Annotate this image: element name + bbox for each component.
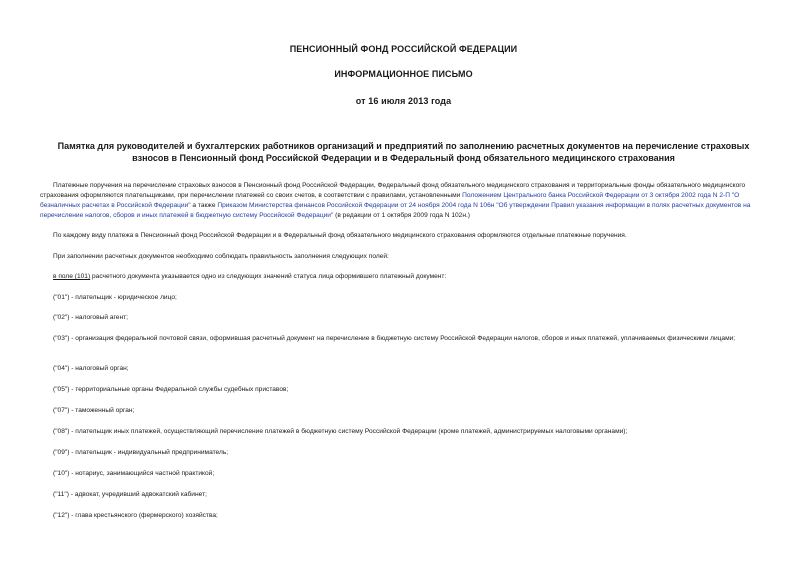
status-item: ("11") - адвокат, учредивший адвокатский кабинет; xyxy=(53,491,207,498)
org-heading: ПЕНСИОННЫЙ ФОНД РОССИЙСКОЙ ФЕДЕРАЦИИ xyxy=(289,44,518,54)
intro-text-1: Платежные поручения на перечисление страховых взносов в Пенсионный фонд Российской Федерации, Федеральный фонд обязательного медицинского страхования и территориальные фонды обязательного медицинского страхования оформляются плательщиками, при перечислении платежей со своих счетов, в соответствии с правилами, установленными xyxy=(40,182,746,199)
link-cb-regulation[interactable]: Положением Центрального банка Российской Федерации от 3 октября 2002 года N 2-П "О безналичных расчетах в Российской Федерации" xyxy=(40,192,740,209)
document-title: Памятка для руководителей и бухгалтерских работников организаций и предприятий по заполнению расчетных документов на перечисление страховых взносов в Пенсионный фонд Российской Федерации и в Федеральный фонд обязательного медицинского страхования xyxy=(57,141,750,163)
link-field-101[interactable]: в поле (101) xyxy=(53,273,91,280)
intro-text-2: а также xyxy=(190,202,218,209)
field-101-text: расчетного документа указывается одно из следующих значений статуса лица оформившего платежный документ: xyxy=(90,273,447,280)
status-item: ("08") - плательщик иных платежей, осуществляющий перечисление платежей в бюджетную систему Российской Федерации (кроме платежей, администрируемых налоговыми органами); xyxy=(53,428,628,435)
paragraph-separate-orders: По каждому виду платежа в Пенсионный фонд Российской Федерации и в Федеральный фонд обязательного медицинского страхования оформляются отдельные платежные поручения. xyxy=(53,232,627,239)
link-minfin-order[interactable]: Приказом Министерства финансов Российской Федерации от 24 ноября 2004 года N 106н "Об утверждении Правил указания информации в полях расчетных документов на перечисление налогов, сборов и иных платежей в бюджетную систему Российской Федерации" xyxy=(40,202,751,219)
status-item: ("01") - плательщик - юридическое лицо; xyxy=(53,294,177,301)
doc-date: от 16 июля 2013 года xyxy=(355,96,452,106)
status-item: ("05") - территориальные органы Федеральной службы судебных приставов; xyxy=(53,386,289,393)
status-item: ("04") - налоговый орган; xyxy=(53,365,129,372)
paragraph-fields-intro: При заполнении расчетных документов необходимо соблюдать правильность заполнения следующих полей: xyxy=(53,253,389,260)
status-item: ("10") - нотариус, занимающийся частной практикой; xyxy=(53,470,215,477)
intro-paragraph xyxy=(40,181,770,221)
status-item: ("12") - глава крестьянского (фермерского) хозяйства; xyxy=(53,512,218,519)
doc-type-heading: ИНФОРМАЦИОННОЕ ПИСЬМО xyxy=(334,69,473,79)
paragraph-field-101 xyxy=(40,272,770,282)
intro-text-3: (в редакции от 1 октября 2009 года N 102н.) xyxy=(333,212,470,219)
status-item: ("07") - таможенный орган; xyxy=(53,407,135,414)
status-item: ("02") - налоговый агент; xyxy=(53,314,128,321)
status-item: ("09") - плательщик - индивидуальный предприниматель; xyxy=(53,449,229,456)
status-item: ("03") - организация федеральной почтовой связи, оформившая расчетный документ на перечисление в бюджетную систему Российской Федерации налогов, сборов и иных платежей, уплачиваемых физическими лицами; xyxy=(53,335,736,342)
